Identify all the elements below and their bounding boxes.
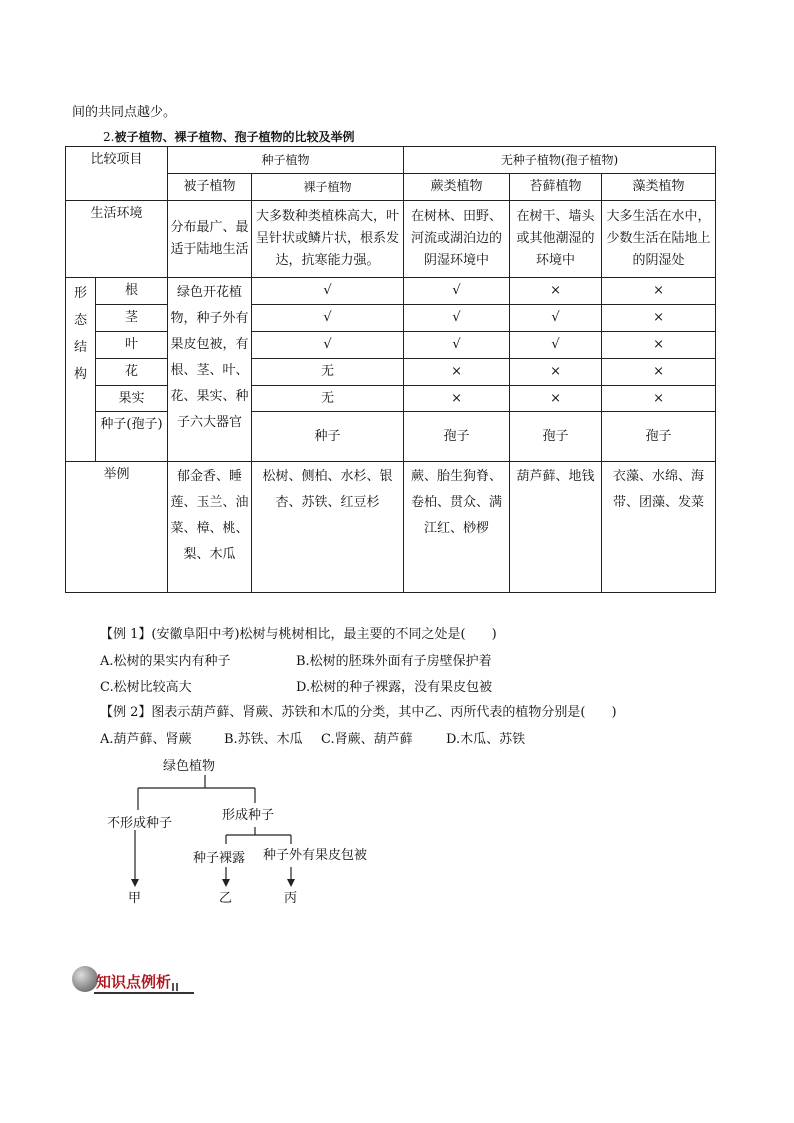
tree-yi: 乙	[219, 891, 233, 906]
classification-tree	[95, 755, 395, 915]
algae-cell: ×	[602, 386, 716, 412]
part-label: 根	[96, 278, 168, 305]
pen-badge-icon	[72, 966, 98, 992]
gymnosperm-cell: 种子	[252, 412, 404, 462]
example1-tag: 【例 1】	[100, 627, 152, 642]
habitat-cell: 在树干、墙头或其他潮湿的环境中	[510, 201, 602, 278]
example-cell: 葫芦藓、地钱	[510, 462, 602, 593]
example1-option-a: A.松树的果实内有种子	[100, 654, 231, 669]
tree-jia: 甲	[128, 891, 142, 906]
part-label: 果实	[96, 386, 168, 412]
moss-cell: √	[510, 332, 602, 359]
part-label: 种子(孢子)	[96, 412, 168, 462]
tree-covered-seed: 种子外有果皮包被	[263, 848, 368, 863]
tree-naked-seed: 种子裸露	[193, 851, 246, 866]
algae-cell: ×	[602, 359, 716, 386]
example2-option-d: D.木瓜、苏铁	[446, 732, 526, 747]
col-fern: 蕨类植物	[404, 174, 510, 201]
fern-cell: ×	[404, 359, 510, 386]
example-cell: 郁金香、睡莲、玉兰、油菜、樟、桃、梨、木瓜	[168, 462, 252, 593]
section-number: 2.	[103, 130, 115, 144]
col-algae: 藻类植物	[602, 174, 716, 201]
habitat-cell: 大多生活在水中，少数生活在陆地上的阴湿处	[602, 201, 716, 278]
gymnosperm-cell: √	[252, 305, 404, 332]
examples-label: 举例	[66, 462, 168, 593]
example1-text: (安徽阜阳中考)松树与桃树相比，最主要的不同之处是( )	[151, 627, 497, 642]
dots-icon	[172, 983, 180, 991]
morph-char: 结	[73, 340, 87, 355]
habitat-cell: 在树林、田野、河流或湖泊边的阴湿环境中	[404, 201, 510, 278]
col-gymnosperm: 裸子植物	[252, 174, 404, 201]
example1-option-d: D.松树的种子裸露，没有果皮包被	[296, 680, 493, 695]
example2-tag: 【例 2】	[100, 705, 152, 720]
moss-cell: ×	[510, 278, 602, 305]
moss-cell: ×	[510, 359, 602, 386]
intro-text: 间的共同点越少。	[72, 105, 177, 120]
col-angiosperm: 被子植物	[168, 174, 252, 201]
fern-cell: √	[404, 278, 510, 305]
moss-cell: ×	[510, 386, 602, 412]
fern-cell: 孢子	[404, 412, 510, 462]
example2-text: 图表示葫芦藓、肾蕨、苏铁和木瓜的分类，其中乙、丙所代表的植物分别是( )	[151, 705, 617, 720]
example1-question	[100, 623, 497, 642]
example-cell: 衣藻、水绵、海带、团藻、发菜	[602, 462, 716, 593]
example-cell: 蕨、胎生狗脊、卷柏、贯众、满江红、桫椤	[404, 462, 510, 593]
angiosperm-morphology: 绿色开花植物，种子外有果皮包被，有根、茎、叶、花、果实、种子六大器官	[168, 278, 252, 462]
section-banner	[72, 966, 196, 996]
moss-cell: 孢子	[510, 412, 602, 462]
gymnosperm-cell: √	[252, 332, 404, 359]
algae-cell: ×	[602, 332, 716, 359]
tree-seed: 形成种子	[222, 808, 275, 823]
example1-option-b: B.松树的胚珠外面有子房壁保护着	[296, 654, 492, 669]
algae-cell: 孢子	[602, 412, 716, 462]
example2-question	[100, 701, 617, 720]
habitat-cell: 大多数种类植株高大，叶呈针状或鳞片状，根系发达，抗寒能力强。	[252, 201, 404, 278]
tree-bing: 丙	[284, 891, 298, 906]
tree-no-seed: 不形成种子	[107, 816, 173, 831]
fern-cell: √	[404, 332, 510, 359]
example2-option-b: B.苏铁、木瓜	[224, 732, 303, 747]
fern-cell: √	[404, 305, 510, 332]
example-cell: 松树、侧柏、水杉、银杏、苏铁、红豆杉	[252, 462, 404, 593]
moss-cell: √	[510, 305, 602, 332]
gymnosperm-cell: √	[252, 278, 404, 305]
fern-cell: ×	[404, 386, 510, 412]
habitat-label: 生活环境	[66, 201, 168, 278]
algae-cell: ×	[602, 305, 716, 332]
algae-cell: ×	[602, 278, 716, 305]
morph-char: 形	[73, 286, 87, 301]
section-title-text: 被子植物、裸子植物、孢子植物的比较及举例	[114, 130, 355, 144]
gymnosperm-cell: 无	[252, 359, 404, 386]
morph-char: 构	[73, 367, 87, 382]
habitat-cell: 分布最广、最适于陆地生活	[168, 201, 252, 278]
section-title	[103, 128, 354, 145]
part-label: 茎	[96, 305, 168, 332]
header-corner: 比较项目	[66, 147, 168, 201]
part-label: 花	[96, 359, 168, 386]
banner-underline	[94, 992, 194, 994]
example2-option-a: A.葫芦藓、肾蕨	[100, 732, 192, 747]
example2-option-c: C.肾蕨、葫芦藓	[321, 732, 413, 747]
col-moss: 苔藓植物	[510, 174, 602, 201]
comparison-table	[65, 146, 716, 593]
morphology-label	[66, 278, 96, 462]
tree-arrows	[131, 879, 295, 887]
banner-title: 知识点例析	[96, 973, 172, 991]
part-label: 叶	[96, 332, 168, 359]
header-spore-plants: 无种子植物(孢子植物)	[404, 147, 716, 174]
example1-option-c: C.松树比较高大	[100, 680, 192, 695]
gymnosperm-cell: 无	[252, 386, 404, 412]
tree-root: 绿色植物	[163, 759, 216, 774]
header-seed-plants: 种子植物	[168, 147, 404, 174]
morph-char: 态	[73, 313, 87, 328]
